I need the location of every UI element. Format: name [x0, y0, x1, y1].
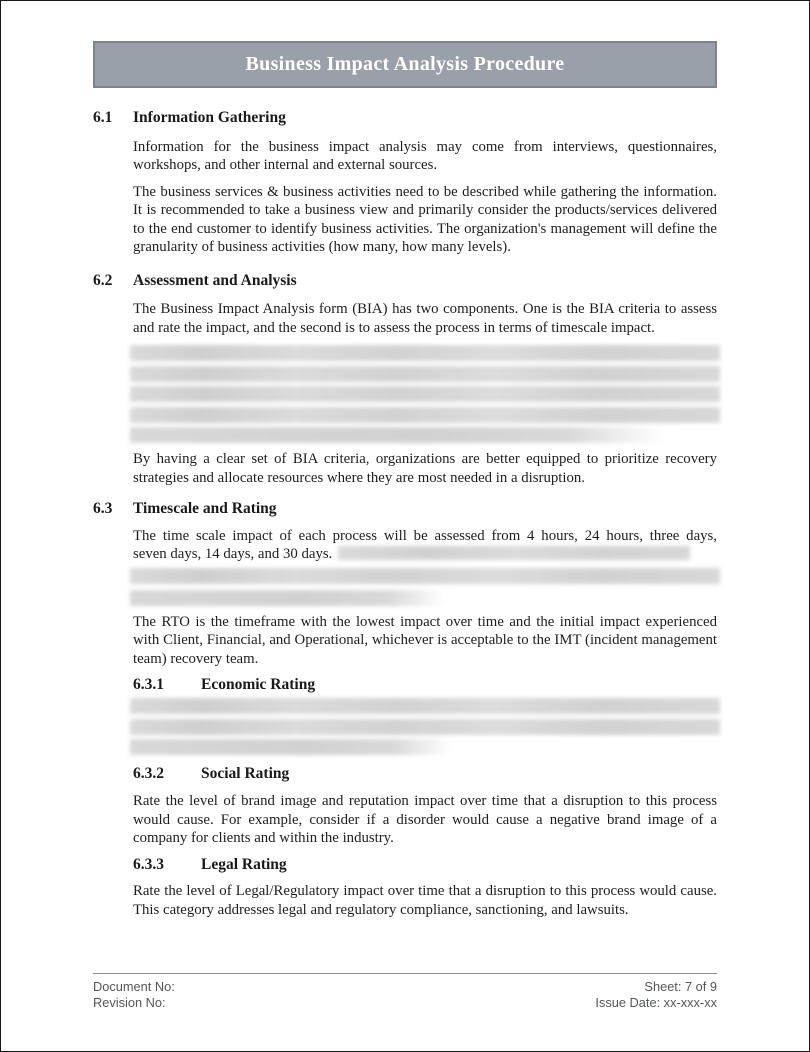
redacted-line [130, 366, 720, 382]
section-number: 6.2 [93, 272, 113, 290]
subsection-title: Social Rating [201, 765, 290, 783]
subsection-number: 6.3.2 [133, 765, 164, 783]
redacted-line [130, 386, 720, 402]
redacted-inline-text [338, 546, 690, 560]
paragraph-legal-rating: Rate the level of Legal/Regulatory impact over time that a disruption to this process would cause. This category addresses legal and regulatory compliance, sanctioning, and lawsuits. [133, 883, 717, 918]
redacted-line [130, 568, 720, 584]
sheet-label: Sheet: 7 of 9 [644, 979, 717, 994]
footer-left [93, 979, 175, 1010]
document-title-bar [93, 41, 717, 88]
paragraph-timescale-line2 [133, 545, 717, 563]
paragraph-social-rating: Rate the level of brand image and reputation impact over time that a disruption to this process would cause. For example, consider if a disorder would cause a negative brand image of a company for clients and within the industry. [133, 793, 717, 846]
paragraph-info-sources: Information for the business impact analysis may come from interviews, questionnaires, workshops, and other internal and external sources. [133, 139, 717, 174]
subsection-number: 6.3.1 [133, 676, 164, 694]
subsection-number: 6.3.3 [133, 856, 164, 874]
document-no-label: Document No: [93, 979, 175, 994]
subsection-heading-6-3-1 [133, 676, 717, 693]
paragraph-timescale-line1: The time scale impact of each process will be assessed from 4 hours, 24 hours, three days, [133, 528, 717, 545]
page-footer [93, 973, 717, 1010]
section-title: Information Gathering [133, 109, 286, 126]
document-content [1, 41, 809, 919]
redacted-line [130, 345, 720, 361]
paragraph-business-services: The business services & business activities need to be described while gathering the information. It is recommended to take a business view and primarily consider the products/services delivered to the end customer to identify business activities. The organization's management will define the granularity of business activities (how many, how many levels). [133, 183, 717, 256]
section-heading-6-2 [93, 272, 717, 289]
section-heading-6-1 [93, 109, 717, 126]
section-heading-6-3 [93, 500, 717, 517]
footer-right [595, 979, 717, 1010]
revision-no-label: Revision No: [93, 994, 166, 1010]
section-number: 6.3 [93, 500, 113, 518]
paragraph-rto: The RTO is the timeframe with the lowest impact over time and the initial impact experienced with Client, Financial, and Operational, whichever is acceptable to the IMT (incident management team) recovery team. [133, 613, 717, 667]
subsection-heading-6-3-2 [133, 765, 717, 782]
redacted-line [130, 698, 720, 714]
section-title: Timescale and Rating [133, 500, 277, 518]
redacted-line [130, 427, 664, 443]
redacted-line [130, 719, 720, 735]
redacted-text-block-assessment [93, 345, 717, 443]
redacted-text-block-economic [93, 698, 717, 755]
paragraph-bia-components: The Business Impact Analysis form (BIA) has two components. One is the BIA criteria to assess and rate the impact, and the second is to assess the process in terms of timescale impact. [133, 301, 717, 336]
redacted-line [130, 739, 452, 755]
section-title: Assessment and Analysis [133, 272, 297, 290]
paragraph-bia-criteria: By having a clear set of BIA criteria, organizations are better equipped to prioritize recovery strategies and allocate resources where they are most needed in a disruption. [133, 451, 717, 486]
subsection-title: Economic Rating [201, 676, 316, 694]
timescale-text: seven days, 14 days, and 30 days. [133, 546, 333, 563]
issue-date-label: Issue Date: xx-xxx-xx [595, 994, 717, 1010]
document-title: Business Impact Analysis Procedure [245, 53, 565, 75]
subsection-heading-6-3-3 [133, 856, 717, 873]
redacted-line [130, 590, 445, 606]
redacted-line [130, 407, 720, 423]
section-number: 6.1 [93, 109, 113, 126]
subsection-title: Legal Rating [201, 856, 287, 874]
